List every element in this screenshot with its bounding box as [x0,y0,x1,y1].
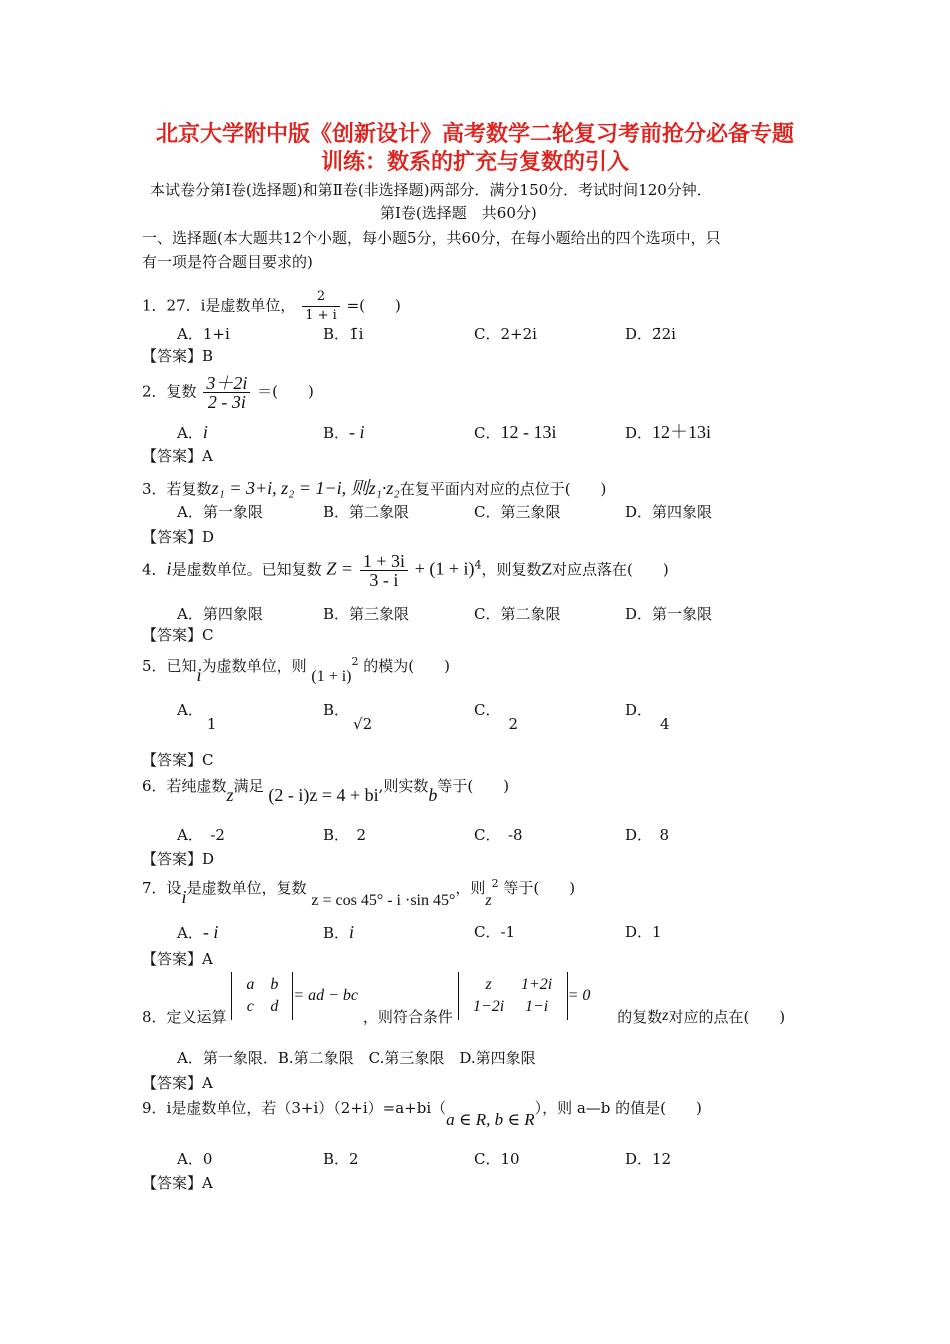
question-text: 对应的点在( ) [668,1008,786,1026]
fraction [302,288,340,325]
document-title-line2: 训练：数系的扩充与复数的引入 [320,150,629,175]
matrix-entry: 1−i [524,998,549,1015]
question-math: = 0 [567,987,591,1004]
question-text: 的复数 [617,1008,663,1026]
option-value: 2 [508,715,519,733]
answer-3: 【答案】D [142,528,215,546]
question-7-stem [142,874,576,909]
question-math: (1 + i) [311,668,352,685]
fraction-numerator: 1 + 3i [360,552,408,571]
answer-5: 【答案】C [142,751,214,769]
question-text: 等于( ) [503,879,576,897]
option-value: √2 [353,715,373,733]
fraction-denominator: 3 - i [369,570,399,590]
question-6-stem [142,775,510,805]
fraction-numerator: 2 [302,288,340,307]
question-text: 2．复数 [142,382,197,401]
option-a [177,922,218,943]
option-b [323,922,354,943]
question-math: i [166,558,172,579]
fraction [203,374,250,411]
option-c: C．第三象限 [474,503,561,521]
question-text: 等于( ) [437,777,510,795]
question-math: z [662,1007,669,1024]
option-value: 1 [206,715,217,733]
question-math: z [226,785,234,805]
question-text: 7．设 [142,879,182,897]
question-text: 是虚数单位，复数 [186,879,307,897]
option-label: D． [625,701,653,719]
fraction [360,552,408,589]
answer-2: 【答案】A [142,447,213,465]
option-b: B．1̄i [323,325,364,343]
question-4-stem [142,552,669,589]
option-a: A．第四象限 [177,605,263,623]
option-c: C．-1 [474,923,516,941]
matrix-entry: b [270,976,279,993]
question-math: = ad − bc [293,987,359,1004]
option-c: C． -8 [474,826,523,844]
option-label: D． [625,424,653,442]
question-math: z = cos 45° - i ·sin 45° [311,892,456,909]
question-text: ，则符合条件 [362,1008,453,1026]
question-math: a ∈ R, b ∈ R [446,1110,535,1129]
question-5-stem [142,652,450,685]
question-text: 是虚数单位。已知复数 [171,560,322,579]
determinant-condition [458,972,568,1020]
option-b [323,422,365,443]
option-math: - i [202,922,219,942]
option-a: A．第一象限 [177,503,263,521]
question-text: 为虚数单位，则 [201,657,307,675]
question-math: + (1 + i) [414,558,475,579]
question-text: ,则实数 [378,777,429,795]
question-text: 3．若复数 [142,480,212,498]
option-d [625,700,670,733]
fraction-denominator: 2 - 3i [207,392,246,412]
option-c: C．2+2i [474,325,537,343]
option-label: A． [177,701,203,719]
question-math: i [196,665,202,685]
question-text: 满足 [233,777,264,795]
option-c: C．第二象限 [474,605,561,623]
answer-4: 【答案】C [142,626,214,644]
fraction-denominator: 1 + i [305,308,337,323]
question-9-stem [142,1098,702,1129]
question-number: 4． [142,560,167,579]
question-text: 8．定义运算 [142,1008,227,1026]
option-b: B．2 [323,1150,359,1168]
question-math: z [485,892,492,909]
question-8-options: A．第一象限．B.第二象限 C.第三象限 D.第四象限 [177,1049,536,1067]
option-label: B． [323,701,350,719]
section-instructions-1: 一、选择题(本大题共12个小题，每小题5分，共60分，在每小题给出的四个选项中，只 [142,229,721,247]
question-2-stem [142,374,314,411]
option-math: - i [349,422,365,442]
exponent: 2 [351,655,359,668]
option-d: D．1 [625,923,662,941]
determinant-definition [231,972,293,1020]
option-label: C． [474,701,501,719]
exponent: 4 [474,558,482,572]
option-label: C． [474,424,501,442]
question-8-stem [142,972,786,1026]
option-b: B． 2 [323,826,367,844]
matrix-entry: a [246,976,255,993]
option-c [474,700,519,733]
option-label: B． [323,424,350,442]
answer-8: 【答案】A [142,1074,213,1092]
option-math: i [202,422,208,442]
option-d: D． 8 [625,826,670,844]
option-value: 4 [660,715,670,733]
answer-7: 【答案】A [142,950,213,968]
question-3-stem [142,478,606,499]
question-math: Z = [326,558,354,579]
option-c [474,422,556,443]
option-a: A．0 [177,1150,213,1168]
option-d: D．第四象限 [625,503,713,521]
question-text: 5．已知 [142,657,197,675]
answer-9: 【答案】A [142,1174,213,1192]
option-d: D．第一象限 [625,605,713,623]
question-text: 在复平面内对应的点位于( ) [399,480,607,498]
option-a: A．1+i [177,325,230,343]
answer-1: 【答案】B [142,347,214,365]
option-d: D．2̄2i [625,325,676,343]
exponent: 2 [491,877,499,890]
fraction-numerator: 3＋2i [203,374,250,393]
option-a [177,700,217,733]
option-d [625,422,711,443]
matrix-entry: d [270,998,279,1015]
option-b [323,700,373,733]
question-text: ，则复数Z对应点落在( ) [481,560,669,579]
question-text: ，则 [455,879,486,897]
question-math: (2 - i)z = 4 + bi [268,785,379,805]
question-text: 9．i是虚数单位，若（3+i）（2+i）=a+bi（ [142,1099,447,1117]
part-heading: 第Ⅰ卷(选择题 共60分) [380,204,537,222]
option-label: A． [177,424,203,442]
question-text: =( ) [346,296,401,315]
matrix-entry: 1−2i [472,998,505,1015]
question-math: b [428,785,438,805]
option-b: B．第三象限 [323,605,410,623]
option-label: A． [177,924,203,942]
question-text: 的模为( ) [363,657,450,675]
option-c: C．10 [474,1150,520,1168]
option-math: 12 - 13i [500,422,557,442]
option-math: 12＋13i [652,422,712,442]
question-1-stem [142,288,401,325]
question-math: i [181,887,187,907]
question-text: ），则 a—b 的值是( ) [534,1099,702,1117]
option-a: A． -2 [177,826,225,844]
question-text: 1．27．i是虚数单位， [142,296,296,315]
option-a [177,422,208,443]
option-b: B．第二象限 [323,503,410,521]
exam-intro: 本试卷分第Ⅰ卷(选择题)和第Ⅱ卷(非选择题)两部分．满分150分．考试时间120分钟． [150,181,712,199]
document-title-line1: 北京大学附中版《创新设计》高考数学二轮复习考前抢分必备专题 [155,122,794,147]
matrix-entry: z [485,976,492,993]
answer-6: 【答案】D [142,850,215,868]
matrix-entry: c [246,998,254,1015]
option-math: i [349,922,355,942]
matrix-entry: 1+2i [520,976,553,993]
option-d: D．12 [625,1150,672,1168]
question-text: 6．若纯虚数 [142,777,227,795]
question-text: ＝( ) [257,382,314,401]
section-instructions-2: 有一项是符合题目要求的) [142,253,313,271]
option-label: B． [323,924,350,942]
question-math: z₁ = 3+i, z₂ = 1−i, 则z₁·z₂ [211,478,400,498]
